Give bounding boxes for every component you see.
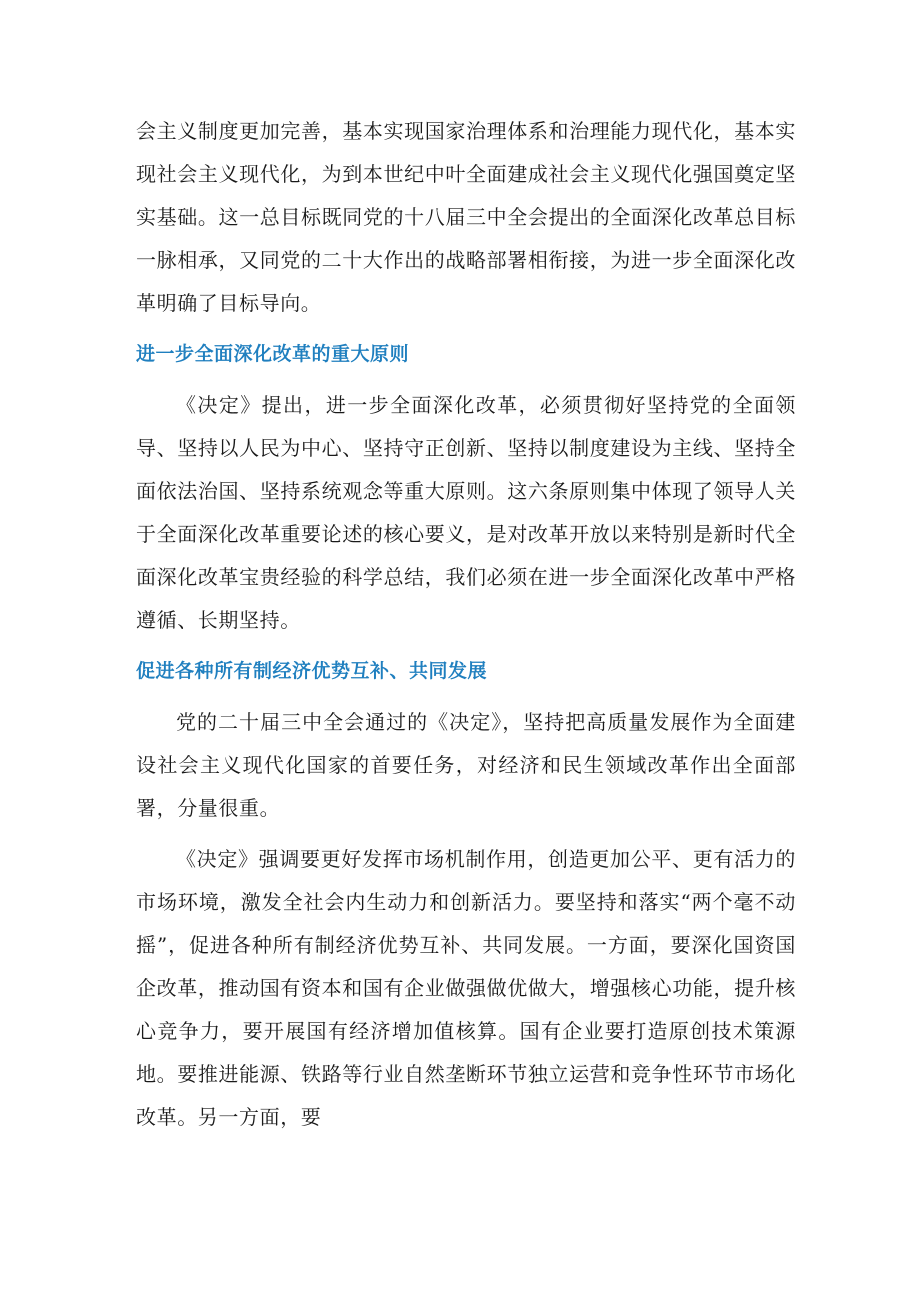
section-heading-major-principles: 进一步全面深化改革的重大原则 [136, 343, 410, 365]
spacer [136, 642, 796, 650]
document-body [136, 110, 796, 1139]
spacer [136, 830, 796, 838]
section-heading-ownership-economy: 促进各种所有制经济优势互补、共同发展 [136, 660, 488, 682]
spacer [136, 376, 796, 384]
paragraph-goal-continuation: 会主义制度更加完善，基本实现国家治理体系和治理能力现代化，基本实现社会主义现代化，为到本世纪中叶全面建成社会主义现代化强国奠定坚实基础。这一总目标既同党的十八届三中全会提出的全面深化改革总目标一脉相承，又同党的二十大作出的战略部署相衔接，为进一步全面深化改革明确了目标导向。 [136, 119, 796, 315]
paragraph-high-quality-development: 党的二十届三中全会通过的《决定》，坚持把高质量发展作为全面建设社会主义现代化国家的首要任务，对经济和民生领域改革作出全面部署，分量很重。 [136, 710, 796, 820]
paragraph-market-mechanism: 《决定》强调要更好发挥市场机制作用，创造更加公平、更有活力的市场环境，激发全社会内生动力和创新活力。要坚持和落实“两个毫不动摇”，促进各种所有制经济优势互补、共同发展。一方面，要深化国资国企改革，推动国有资本和国有企业做强做优做大，增强核心功能，提升核心竞争力，要开展国有经济增加值核算。国有企业要打造原创技术策源地。要推进能源、铁路等行业自然垄断环节独立运营和竞争性环节市场化改革。另一方面，要 [136, 847, 796, 1129]
spacer [136, 693, 796, 701]
paragraph-principles: 《决定》提出，进一步全面深化改革，必须贯彻好坚持党的全面领导、坚持以人民为中心、坚持守正创新、坚持以制度建设为主线、坚持全面依法治国、坚持系统观念等重大原则。这六条原则集中体现了领导人关于全面深化改革重要论述的核心要义，是对改革开放以来特别是新时代全面深化改革宝贵经验的科学总结，我们必须在进一步全面深化改革中严格遵循、长期坚持。 [136, 393, 796, 632]
spacer [136, 325, 796, 333]
